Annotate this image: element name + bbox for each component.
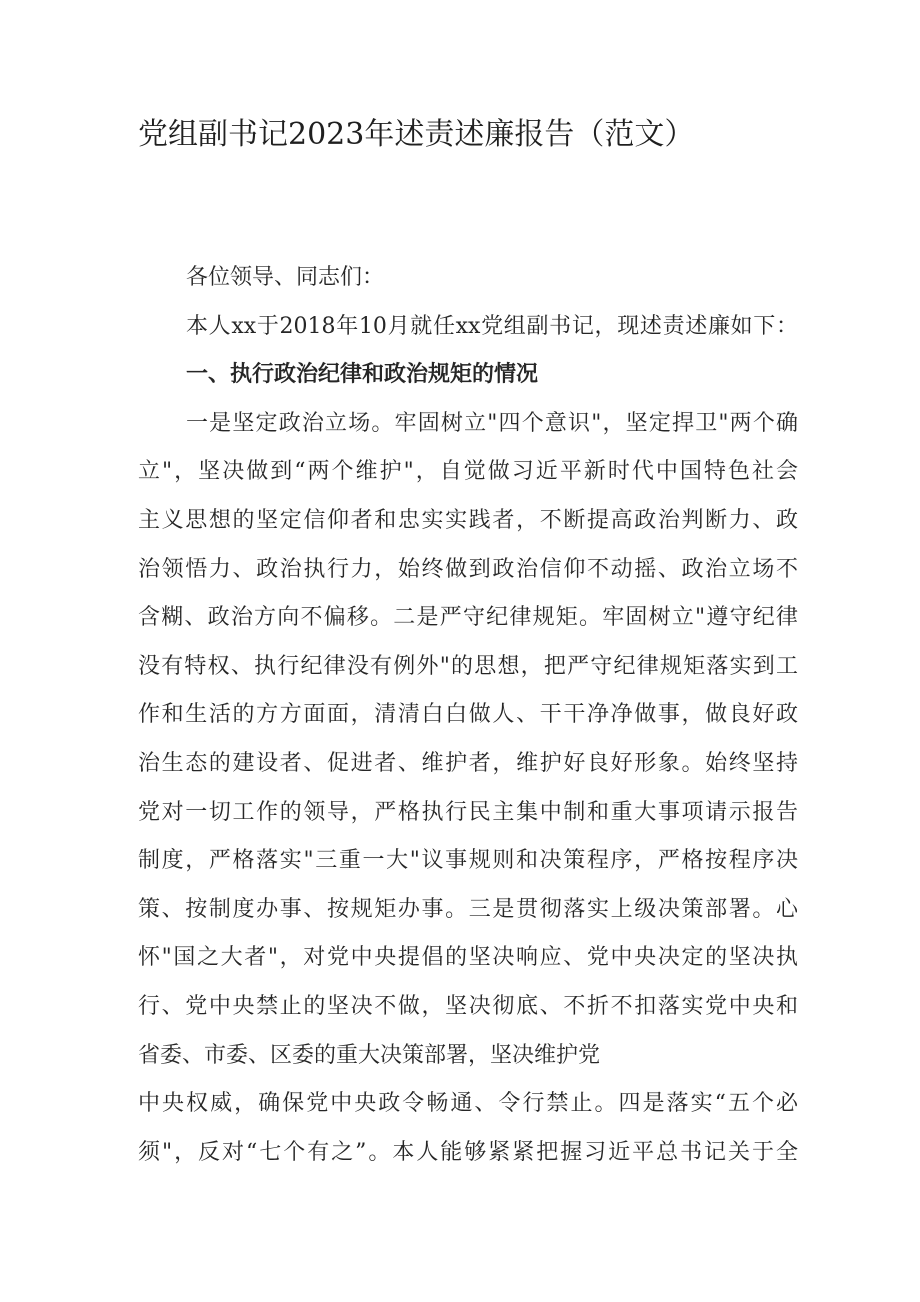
paragraph-line: 省委、市委、区委的重大决策部署，坚决维护党 — [138, 1042, 601, 1068]
greeting-line: 各位领导、同志们： — [186, 265, 385, 290]
paragraph-line: 主义思想的坚定信仰者和忠实实践者，不断提高政治判断力、政 — [138, 507, 798, 533]
paragraph-line: 策、按制度办事、按规矩办事。三是贯彻落实上级决策部署。心 — [138, 896, 798, 922]
paragraph-line: 须"，反对“七个有之”。本人能够紧紧把握习近平总书记关于全 — [138, 1139, 798, 1165]
paragraph-line: 立"，坚决做到“两个维护"，自觉做习近平新时代中国特色社会 — [138, 459, 798, 485]
section-heading: 一、执行政治纪律和政治规矩的情况 — [186, 362, 539, 388]
paragraph-line: 制度，严格落实"三重一大"议事规则和决策程序，严格按程序决 — [138, 848, 798, 874]
paragraph-line: 治领悟力、政治执行力，始终做到政治信仰不动摇、政治立场不 — [138, 556, 798, 582]
paragraph-line: 怀"国之大者"，对党中央提倡的坚决响应、党中央决定的坚决执 — [138, 945, 798, 971]
paragraph-line: 没有特权、执行纪律没有例外"的思想，把严守纪律规矩落实到工 — [138, 653, 798, 679]
paragraph-line: 中央权威，确保党中央政令畅通、令行禁止。四是落实“五个必 — [138, 1091, 798, 1117]
paragraph-line: 治生态的建设者、促进者、维护者，维护好良好形象。始终坚持 — [138, 750, 798, 776]
paragraph-line: 党对一切工作的领导，严格执行民主集中制和重大事项请示报告 — [138, 799, 798, 825]
paragraph-line: 含糊、政治方向不偏移。二是严守纪律规矩。牢固树立"遵守纪律 — [138, 605, 798, 631]
paragraph-line: 作和生活的方方面面，清清白白做人、干干净净做事，做良好政 — [138, 702, 798, 728]
intro-line: 本人xx于2018年10月就任xx党组副书记，现述责述廉如下： — [186, 313, 798, 339]
paragraph-line: 一是坚定政治立场。牢固树立"四个意识"，坚定捍卫"两个确 — [186, 410, 798, 436]
paragraph-line: 行、党中央禁止的坚决不做，坚决彻底、不折不扣落实党中央和 — [138, 993, 798, 1019]
document-title: 党组副书记2023年述责述廉报告（范文） — [138, 117, 695, 152]
document-body — [138, 254, 798, 1177]
